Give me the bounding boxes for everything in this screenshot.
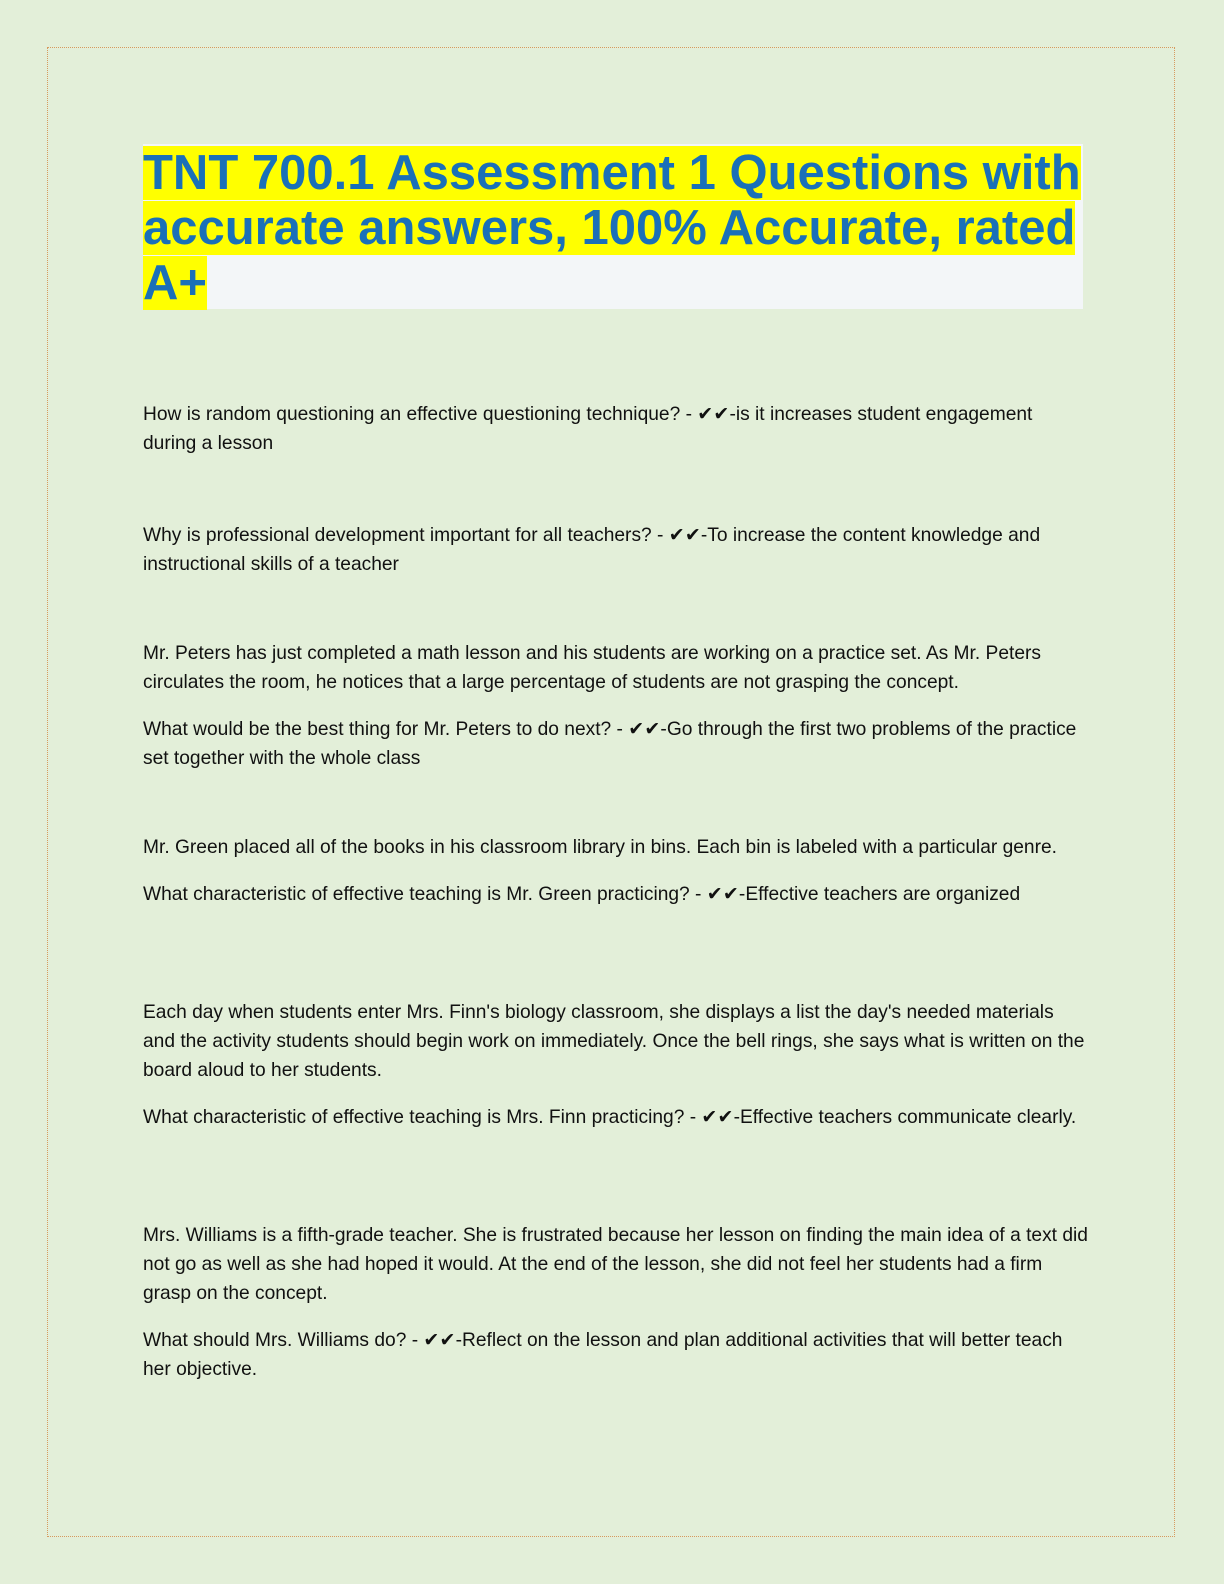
question-answer-text: Why is professional development important for all teachers? - ✔✔-To increase the content knowledge and instructional skills of a teacher (143, 525, 1041, 575)
qa-item (143, 1221, 1088, 1384)
question-answer-text: What should Mrs. Williams do? - ✔✔-Reflect on the lesson and plan additional activities that will better teach her objective. (143, 1330, 1063, 1380)
question-answer-text: What characteristic of effective teaching is Mr. Green practicing? - ✔✔-Effective teachers are organized (143, 884, 1021, 905)
document-title (143, 144, 1083, 311)
scenario-text: Mr. Peters has just completed a math lesson and his students are working on a practice set. As Mr. Peters circulates the room, he notices that a large percentage of students are not grasping the concept. (143, 643, 1041, 693)
scenario-text: Mrs. Williams is a fifth-grade teacher. She is frustrated because her lesson on finding the main idea of a text did not go as well as she had hoped it would. At the end of the lesson, she did not feel her students had a firm grasp on the concept. (143, 1225, 1088, 1304)
qa-item (143, 639, 1088, 773)
qa-item (143, 833, 1088, 909)
title-highlight: TNT 700.1 Assessment 1 Questions with accurate answers, 100% Accurate, rated A+ (143, 146, 1081, 310)
question-answer-text: How is random questioning an effective questioning technique? - ✔✔-is it increases student engagement during a lesson (143, 404, 1033, 454)
question-answer-text: What characteristic of effective teaching is Mrs. Finn practicing? - ✔✔-Effective teachers communicate clearly. (143, 1107, 1077, 1128)
qa-item (143, 400, 1088, 458)
scenario-text: Each day when students enter Mrs. Finn's biology classroom, she displays a list the day's needed materials and the activity students should begin work on immediately. Once the bell rings, she says what is written on the board aloud to her students. (143, 1002, 1085, 1081)
title-block (143, 144, 1083, 309)
qa-item (143, 521, 1088, 579)
qa-item (143, 998, 1088, 1132)
scenario-text: Mr. Green placed all of the books in his classroom library in bins. Each bin is labeled with a particular genre. (143, 837, 1057, 858)
question-answer-text: What would be the best thing for Mr. Peters to do next? - ✔✔-Go through the first two problems of the practice set together with the whole class (143, 719, 1077, 769)
